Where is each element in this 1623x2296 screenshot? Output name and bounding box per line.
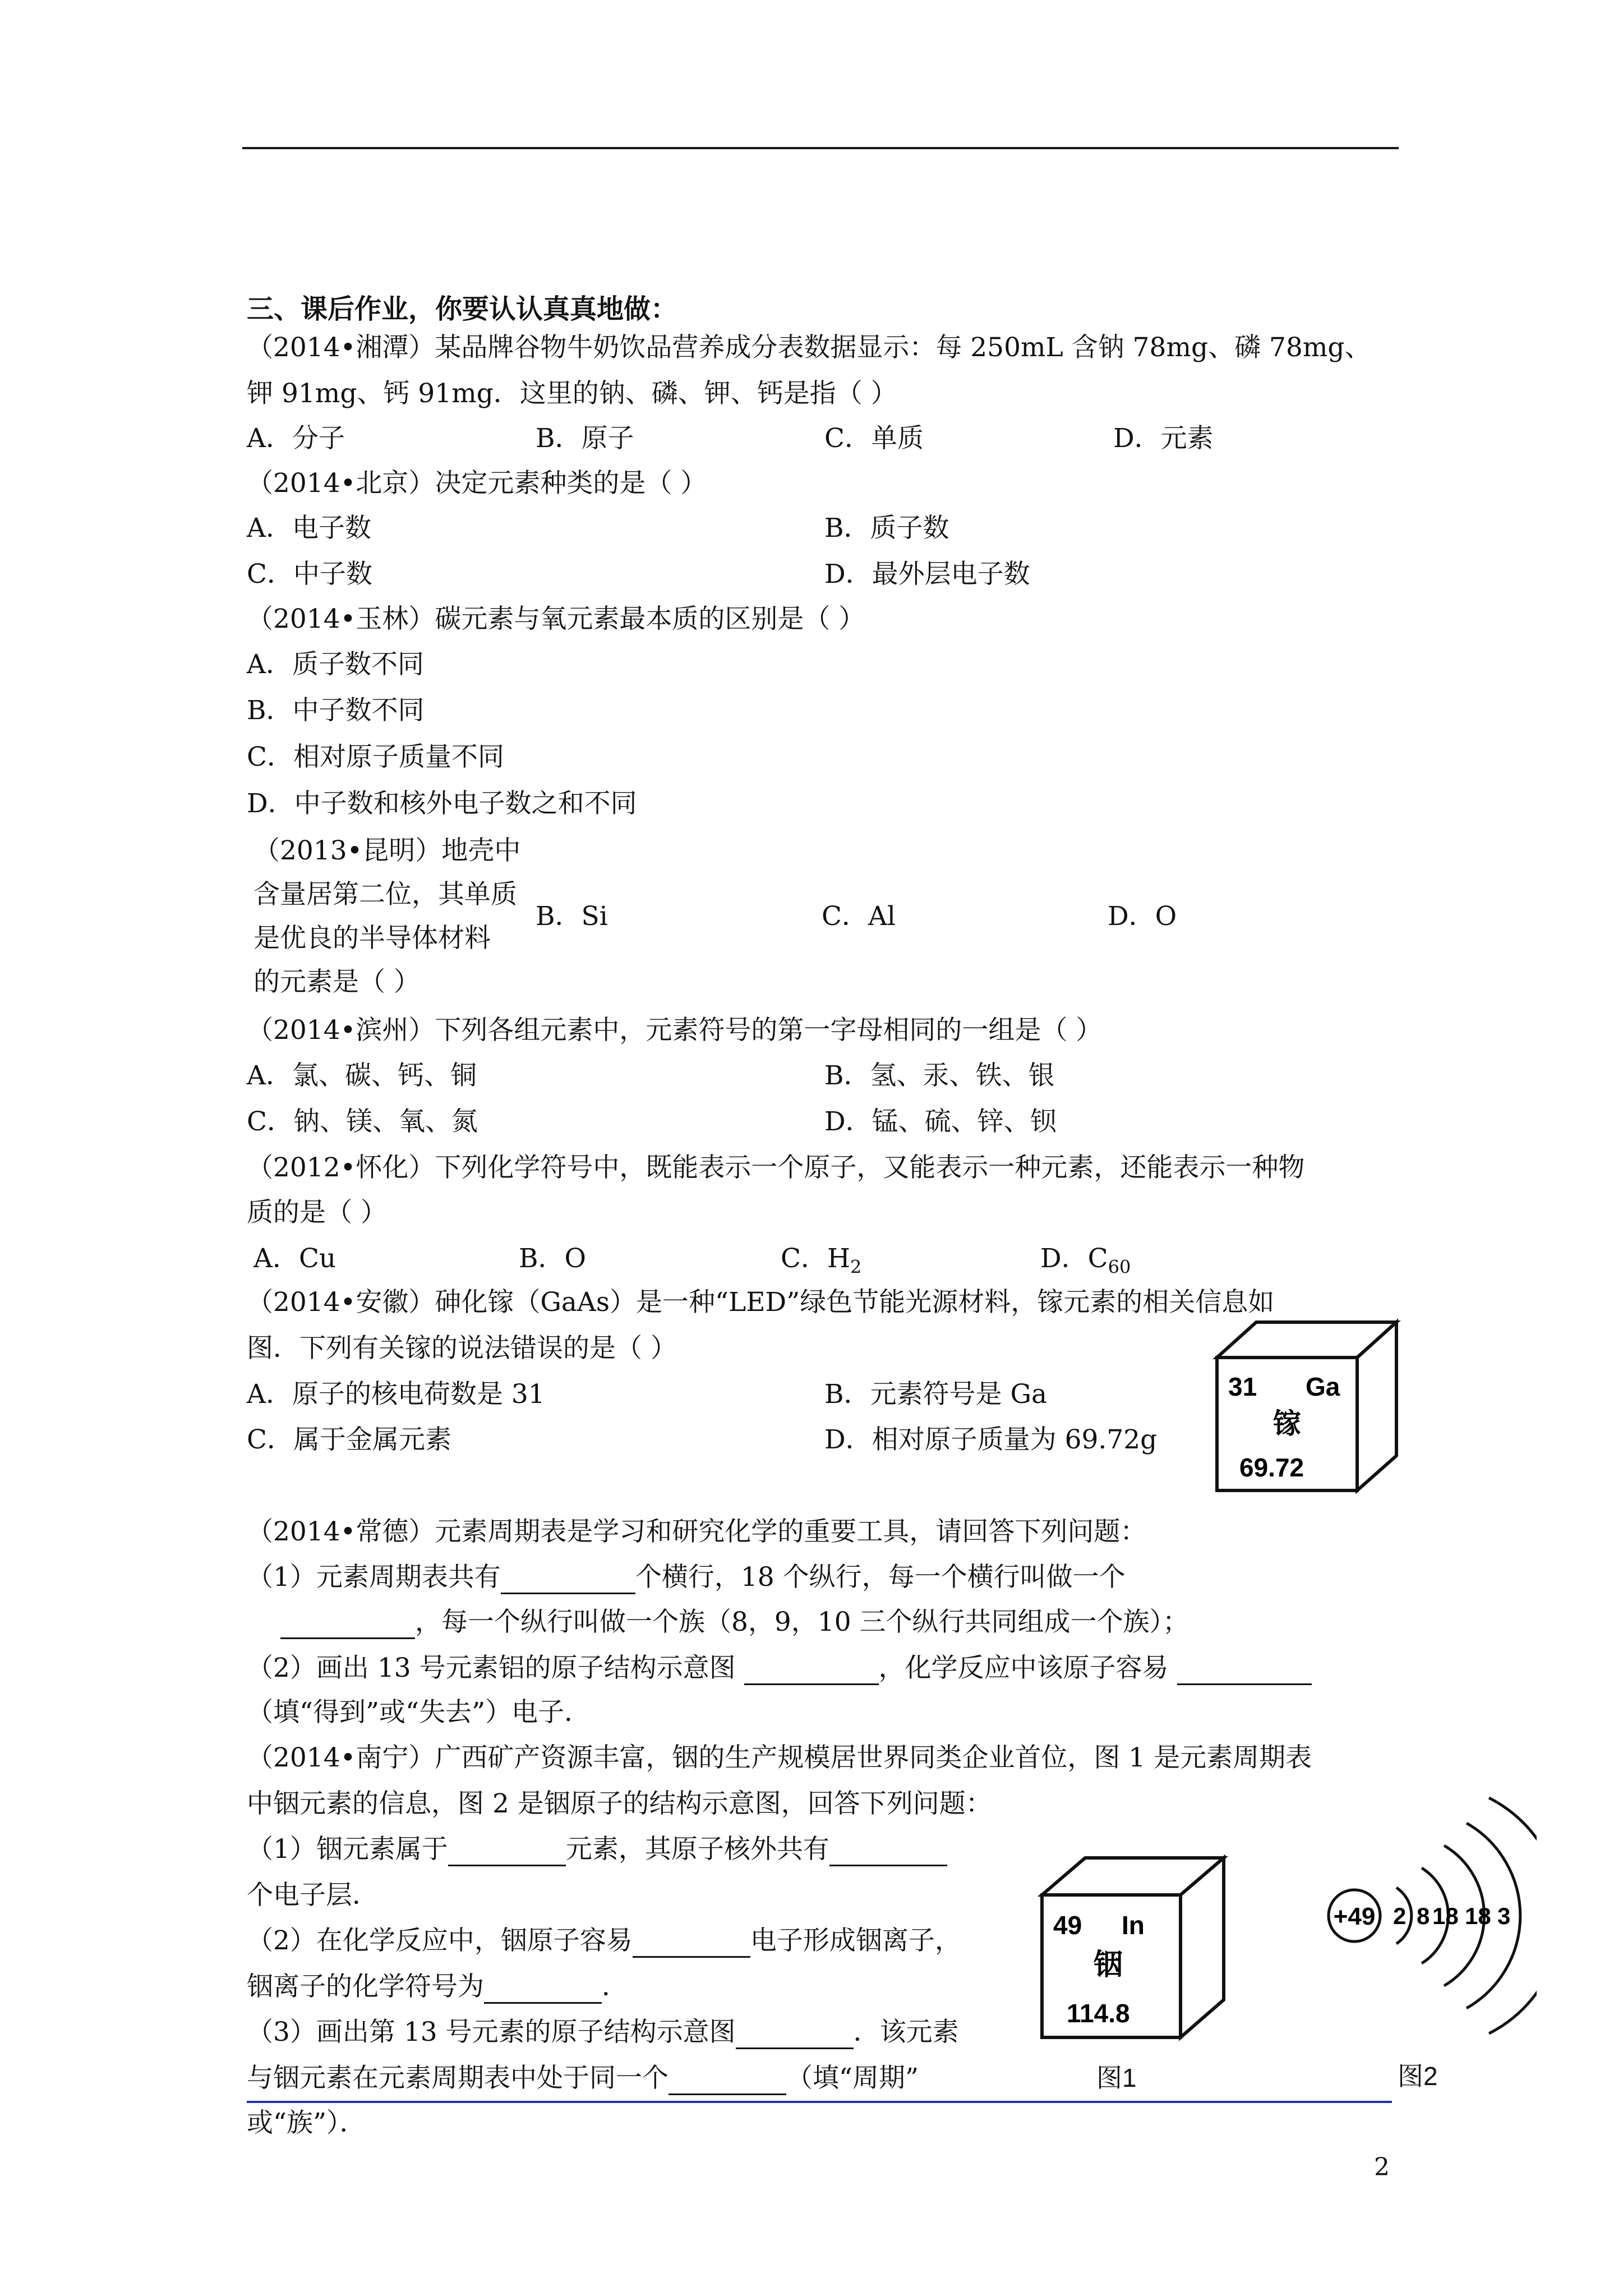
q4-option-c: C．Al [822, 901, 896, 932]
header-rule [242, 147, 1399, 149]
q9-blank-ion-symbol[interactable] [484, 1976, 602, 2004]
q9-part1-line2: 个电子层． [247, 1880, 379, 1911]
q9-part1-line1: （1）铟元素属于 元素，其原子核外共有 [247, 1833, 947, 1866]
shell-2-electrons: 8 [1417, 1903, 1430, 1929]
figure-2-caption: 图2 [1398, 2062, 1438, 2091]
q7-stem-line2: 图．下列有关镓的说法错误的是（ ） [247, 1333, 677, 1364]
q8-blank-period[interactable] [280, 1612, 415, 1639]
q6-stem-line2: 质的是（ ） [247, 1197, 387, 1228]
q8-blank-rows[interactable] [501, 1567, 635, 1594]
q1-option-b: B．原子 [536, 423, 634, 454]
indium-symbol: In [1122, 1911, 1145, 1940]
q1-option-d: D．元素 [1113, 423, 1214, 454]
section-title: 三、课后作业，你要认认真真地做： [247, 293, 678, 325]
q1-stem-line1: （2014•湘潭）某品牌谷物牛奶饮品营养成分表数据显示：每 250mL 含钠 78mg、磷 78mg、 [247, 332, 1371, 363]
q3-stem: （2014•玉林）碳元素与氧元素最本质的区别是（ ） [247, 604, 865, 634]
q9-blank-shell-count[interactable] [829, 1839, 947, 1866]
indium-atom-structure-diagram [1312, 1784, 1537, 2064]
q6-option-c: C．$H_2$ [781, 1243, 862, 1278]
shell-4-electrons: 18 [1465, 1903, 1491, 1929]
indium-element-cube [1038, 1851, 1228, 2045]
footer-rule [247, 2101, 1392, 2103]
gallium-name: 镓 [1273, 1408, 1301, 1439]
q1-stem-line2: 钾 91mg、钙 91mg．这里的钠、磷、钾、钙是指（ ） [247, 378, 897, 409]
q9-part3-line2: 与铟元素在元素周期表中处于同一个 （填“周期” [247, 2062, 919, 2095]
nucleus-charge: +49 [1333, 1903, 1376, 1930]
q6-option-d: D．$C_{60}$ [1040, 1243, 1131, 1278]
q7-option-d: D．相对原子质量为 69.72g [824, 1424, 1158, 1455]
q3-option-a: A．质子数不同 [247, 649, 424, 680]
q9-blank-al-diagram[interactable] [736, 2022, 854, 2049]
q6-stem-line1: （2012•怀化）下列化学符号中，既能表示一个原子，又能表示一种元素，还能表示一种物 [247, 1152, 1305, 1183]
q4-stem-line2: 含量居第二位，其单质 [253, 879, 517, 910]
q9-stem-line1: （2014•南宁）广西矿产资源丰富，铟的生产规模居世界同类企业首位，图 1 是元素周期表 [247, 1742, 1312, 1773]
q9-part3-line1: （3）画出第 13 号元素的原子结构示意图 ．该元素 [247, 2016, 959, 2049]
q8-stem: （2014•常德）元素周期表是学习和研究化学的重要工具，请回答下列问题： [247, 1516, 1147, 1547]
figure-1-caption: 图1 [1096, 2063, 1137, 2092]
indium-name: 铟 [1094, 1949, 1123, 1981]
q8-part1-line1: （1）元素周期表共有 个横行，18 个纵行，每一个横行叫做一个 [247, 1561, 1126, 1594]
q4-stem-line3: 是优良的半导体材料 [253, 923, 491, 954]
q9-blank-element-type[interactable] [448, 1839, 566, 1866]
q4-option-b: B．Si [536, 901, 608, 932]
q4-option-d: D．O [1108, 901, 1177, 932]
q8-blank-gain-lose[interactable] [1177, 1658, 1312, 1685]
shell-3-electrons: 18 [1432, 1903, 1459, 1929]
q6-option-b: B．O [519, 1243, 587, 1274]
q7-option-b: B．元素符号是 Ga [824, 1379, 1048, 1410]
q5-option-c: C．钠、镁、氧、氮 [247, 1106, 478, 1137]
shell-1-electrons: 2 [1393, 1903, 1407, 1929]
q4-stem-line4: 的元素是（ ） [253, 967, 420, 997]
q5-option-a: A．氯、碳、钙、铜 [247, 1060, 477, 1091]
q9-part3-line3: 或“族”）． [247, 2108, 366, 2138]
q7-option-a: A．原子的核电荷数是 31 [247, 1379, 545, 1410]
q3-option-c: C．相对原子质量不同 [247, 742, 504, 772]
q2-option-b: B．质子数 [824, 513, 949, 544]
page-number: 2 [1374, 2153, 1390, 2182]
q8-part2-line2: （填“得到”或“失去”）电子． [247, 1697, 591, 1728]
q2-option-d: D．最外层电子数 [824, 559, 1030, 590]
gallium-element-cube [1211, 1315, 1402, 1501]
gallium-symbol: Ga [1306, 1372, 1340, 1401]
q9-blank-gain-lose[interactable] [633, 1930, 750, 1958]
q8-part1-line2: ，每一个纵行叫做一个族（8，9，10 三个纵行共同组成一个族）； [280, 1605, 1189, 1639]
gallium-mass: 69.72 [1239, 1453, 1304, 1482]
indium-atomic-number: 49 [1053, 1911, 1082, 1940]
q5-option-d: D．锰、硫、锌、钡 [824, 1106, 1057, 1137]
q9-part2-line1: （2）在化学反应中，铟原子容易 电子形成铟离子， [247, 1924, 961, 1958]
q1-option-c: C．单质 [824, 423, 924, 454]
q1-option-a: A．分子 [247, 423, 345, 454]
indium-mass: 114.8 [1067, 1999, 1130, 2028]
q5-stem: （2014•滨州）下列各组元素中，元素符号的第一字母相同的一组是（ ） [247, 1015, 1103, 1046]
q9-part2-line2: 铟离子的化学符号为 ． [247, 1970, 628, 2004]
q7-option-c: C．属于金属元素 [247, 1424, 451, 1455]
q6-option-a: A．Cu [253, 1243, 336, 1274]
q2-option-c: C．中子数 [247, 559, 372, 590]
q8-part2-line1: （2）画出 13 号元素铝的原子结构示意图 ，化学反应中该原子容易 [247, 1651, 1312, 1685]
q4-stem-line1: （2013•昆明）地壳中 [253, 835, 521, 866]
q3-option-d: D．中子数和核外电子数之和不同 [247, 788, 637, 819]
q9-stem-line2: 中铟元素的信息，图 2 是铟原子的结构示意图，回答下列问题： [247, 1788, 992, 1819]
gallium-atomic-number: 31 [1228, 1372, 1257, 1401]
q7-stem-line1: （2014•安徽）砷化镓（GaAs）是一种“LED”绿色节能光源材料，镓元素的相关信息如 [247, 1287, 1275, 1318]
q2-option-a: A．电子数 [247, 513, 371, 544]
q9-blank-period-group[interactable] [668, 2068, 786, 2095]
q5-option-b: B．氢、汞、铁、银 [824, 1060, 1055, 1091]
q8-blank-al-diagram[interactable] [744, 1658, 879, 1685]
shell-5-electrons: 3 [1497, 1903, 1511, 1929]
q3-option-b: B．中子数不同 [247, 695, 425, 726]
q2-stem: （2014•北京）决定元素种类的是（ ） [247, 468, 707, 499]
